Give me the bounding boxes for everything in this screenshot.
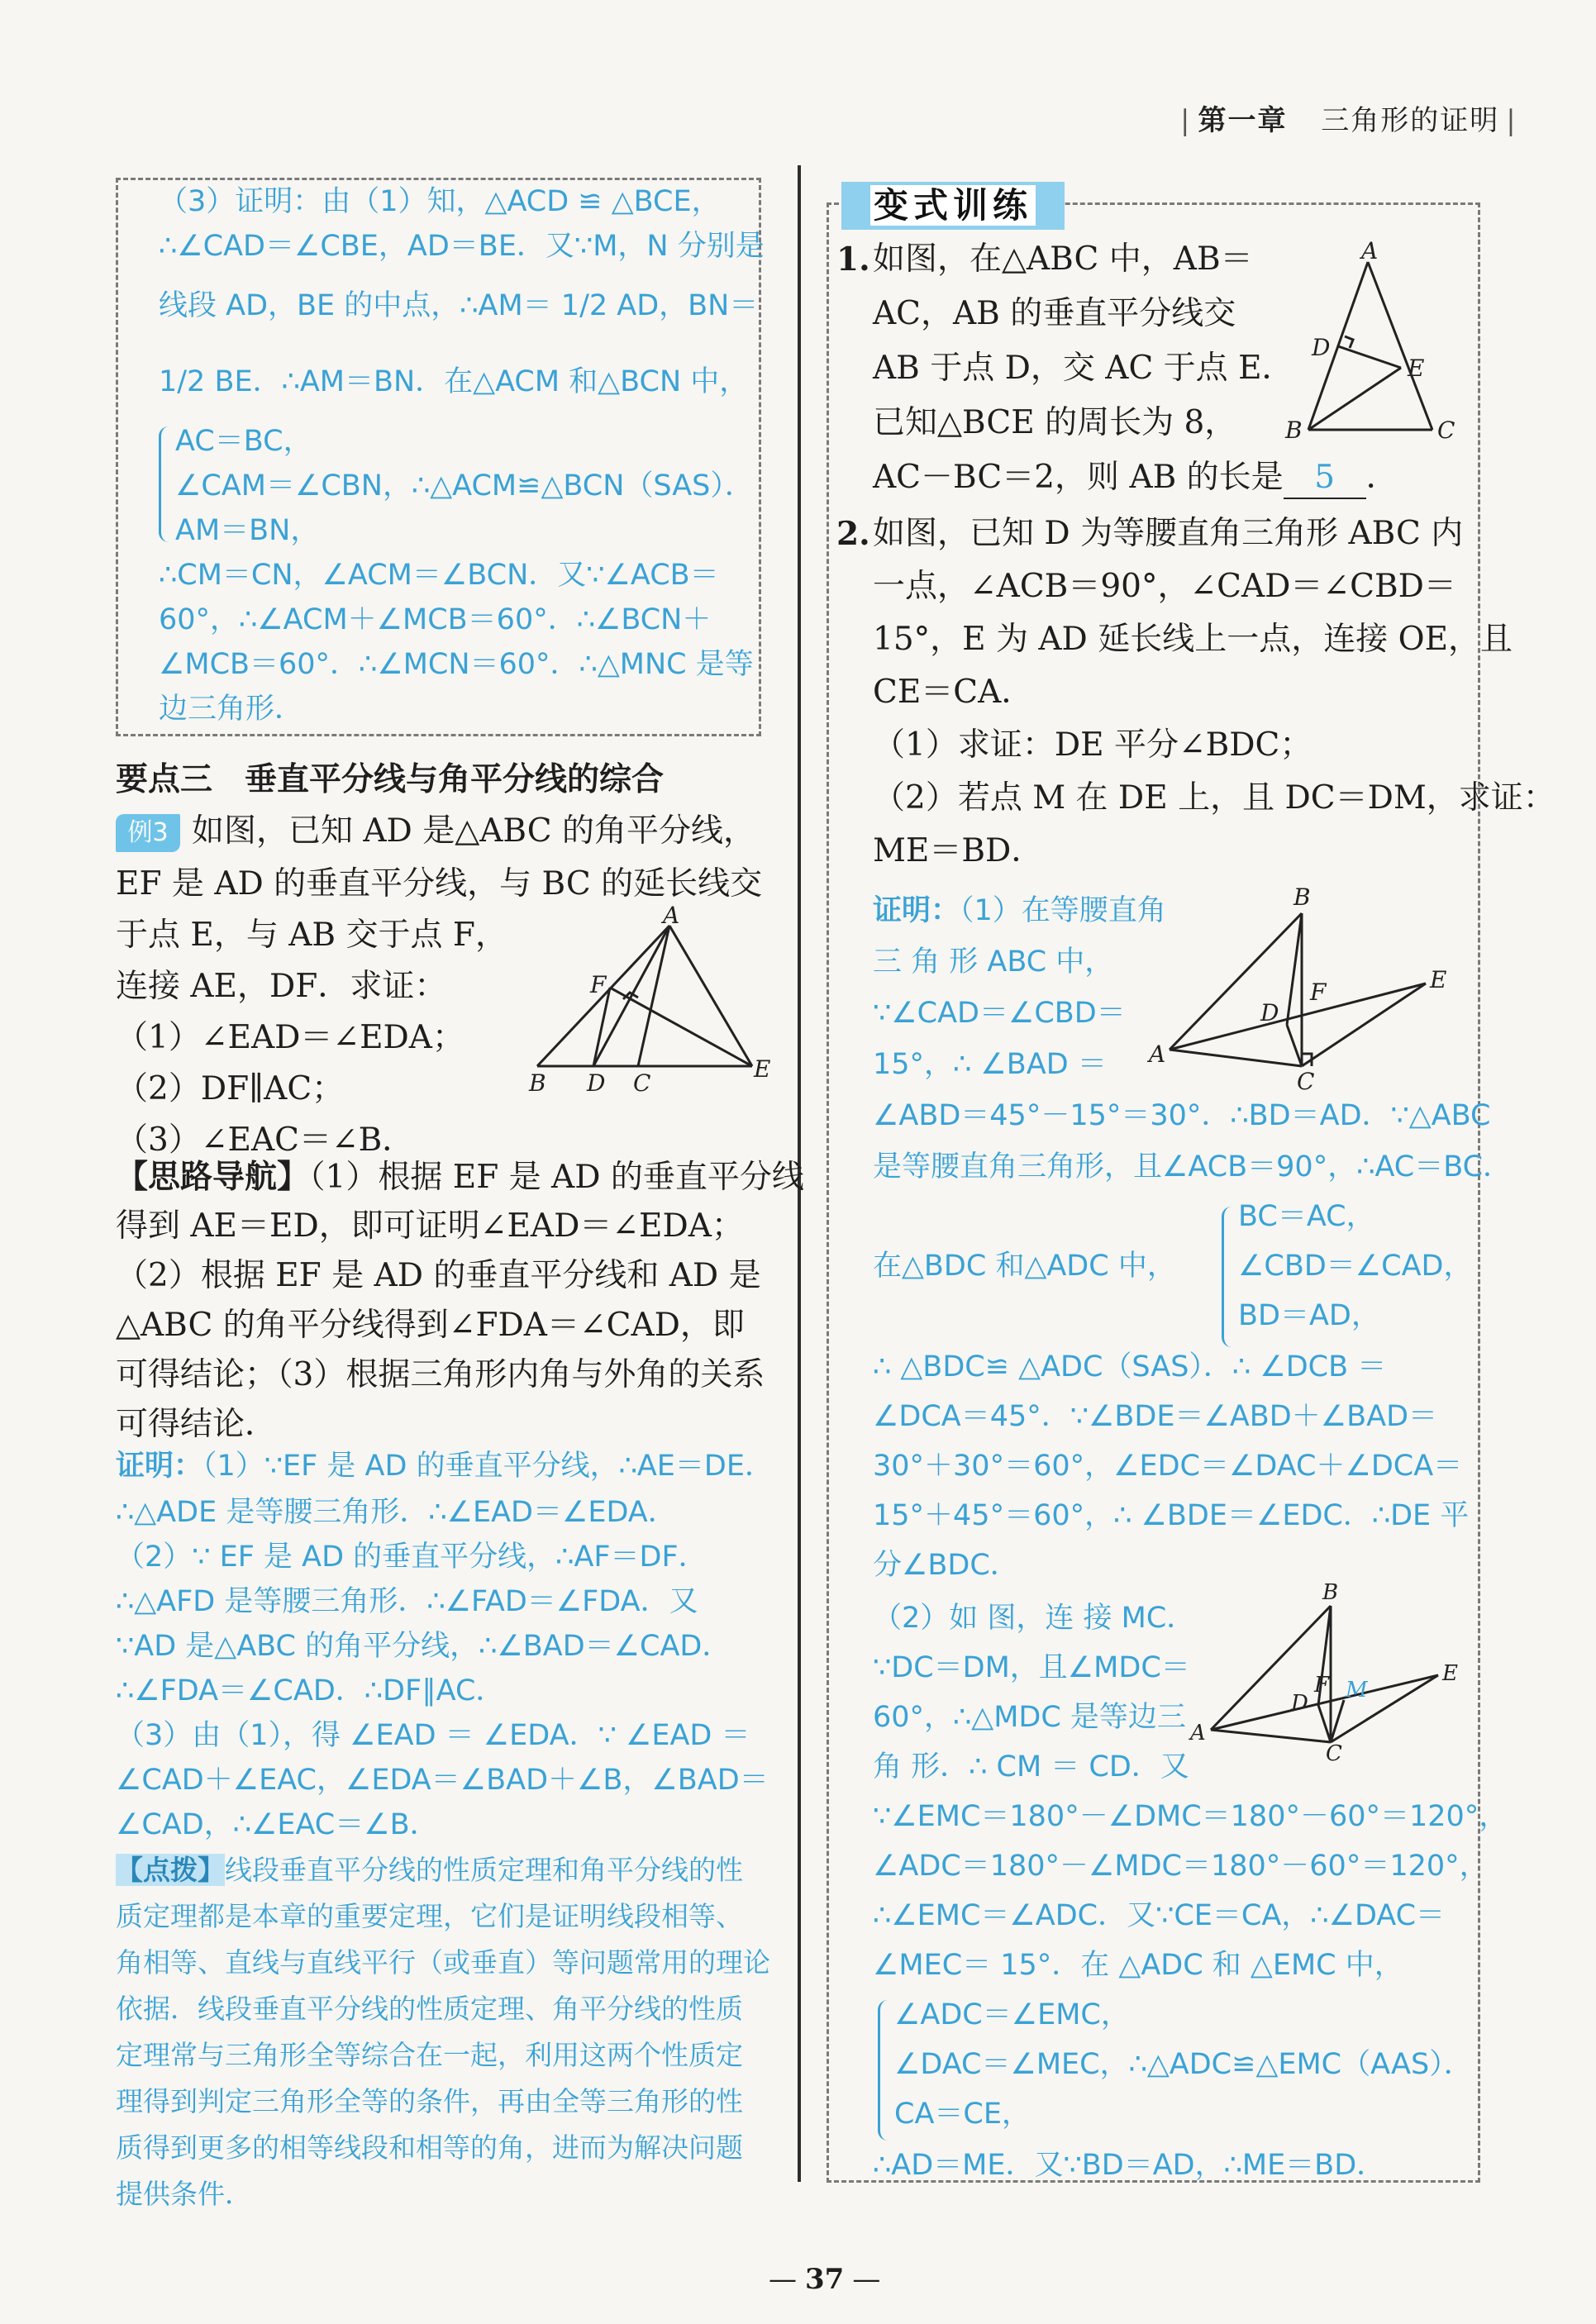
svg-text:F: F <box>1310 979 1327 1006</box>
question-line: 如图，已知 D 为等腰直角三角形 ABC 内 <box>873 515 1464 552</box>
tip-line: 角相等、直线与直线平行（或垂直）等问题常用的理论 <box>116 1946 770 1979</box>
tip-tag: 【点拨】 <box>116 1854 225 1886</box>
question-end: ． <box>1365 459 1398 496</box>
q1-figure <box>1285 237 1475 450</box>
proof-text: （1）∵EF 是 AD 的垂直平分线，∴AE＝DE． <box>202 1450 774 1483</box>
problem-line: （1）∠EAD＝∠EDA； <box>116 1019 465 1056</box>
proof-line: ∴ △BDC≌ △ADC（SAS）．∴ ∠DCB ＝ <box>873 1350 1387 1383</box>
svg-text:E: E <box>754 1055 771 1083</box>
equation-brace <box>1222 1207 1236 1347</box>
proof-line: ∵AD 是△ABC 的角平分线，∴∠BAD＝∠CAD． <box>116 1630 731 1663</box>
proof-line: ∵∠EMC＝180°－∠DMC＝180°－60°＝120°， <box>873 1800 1508 1833</box>
page-header: | 第一章 三角形的证明 | <box>1180 104 1517 137</box>
svg-text:A: A <box>1361 237 1379 264</box>
text-line: ∠CAM＝∠CBN，∴△ACM≌△BCN（SAS）． <box>175 469 754 502</box>
svg-text:D: D <box>1312 334 1331 361</box>
variant-title-text: 变式训练 <box>870 185 1036 226</box>
svg-text:B: B <box>1322 1580 1339 1605</box>
problem-line: （2）DF∥AC； <box>116 1070 345 1107</box>
tip-line: 质得到更多的相等线段和相等的角，进而为解决问题 <box>116 2131 743 2164</box>
system-line: ∠CBD＝∠CAD， <box>1238 1250 1473 1283</box>
system-line: BC＝AC， <box>1238 1200 1375 1233</box>
equation-brace <box>878 2000 892 2141</box>
proof-line: 30°＋30°＝60°，∠EDC＝∠DAC＋∠DCA＝ <box>873 1450 1463 1483</box>
hint-line: 可得结论． <box>116 1406 278 1443</box>
proof-line: ∴∠EMC＝∠ADC．又∵CE＝CA，∴∠DAC＝ <box>873 1899 1446 1932</box>
text-line: 1/2 BE．∴AM＝BN．在△ACM 和△BCN 中， <box>159 365 749 398</box>
proof-line: 三 角 形 ABC 中， <box>873 945 1114 979</box>
hint-line: 得到 AE＝ED，即可证明∠EAD＝∠EDA； <box>116 1207 744 1245</box>
text-line: ∠MCB＝60°．∴∠MCN＝60°．∴△MNC 是等 <box>159 648 754 681</box>
proof-tag: 证明： <box>873 894 960 927</box>
hint-line: △ABC 的角平分线得到∠FDA＝∠CAD，即 <box>116 1307 745 1344</box>
proof-text: （1）在等腰直角 <box>960 894 1166 927</box>
text-line: AM＝BN， <box>175 514 320 547</box>
question-line: （1）求证：DE 平分∠BDC； <box>873 726 1313 764</box>
question-number: 2. <box>836 515 870 553</box>
page-number-value: 37 <box>805 2263 845 2296</box>
hint-text: （1）根据 EF 是 AD 的垂直平分线 <box>309 1159 804 1196</box>
problem-line: 如图，已知 AD 是△ABC 的角平分线， <box>192 812 756 850</box>
question-line: 15°，E 为 AD 延长线上一点，连接 OE，且 <box>873 621 1513 658</box>
proof-line <box>873 893 1166 929</box>
text-line: 线段 AD，BE 的中点，∴AM＝ 1/2 AD，BN＝ <box>159 289 759 322</box>
system-line: ∠DAC＝∠MEC，∴△ADC≌△EMC（AAS）． <box>894 2048 1473 2081</box>
proof-line: ∴∠FDA＝∠CAD．∴DF∥AC． <box>116 1674 505 1707</box>
proof-line: ∴△AFD 是等腰三角形．∴∠FAD＝∠FDA．又 <box>116 1585 698 1618</box>
proof-line: 15°，∴ ∠BAD ＝ <box>873 1048 1107 1081</box>
proof-line: ∠ABD＝45°－15°＝30°．∴BD＝AD．∵△ABC <box>873 1099 1491 1132</box>
proof-line: ∠MEC＝ 15°．在 △ADC 和 △EMC 中， <box>873 1949 1403 1982</box>
proof-line: ∵DC＝DM，且∠MDC＝ <box>873 1651 1190 1684</box>
text-line: ∴CM＝CN，∠ACM＝∠BCN．又∵∠ACB＝ <box>159 559 719 592</box>
variant-title <box>841 182 1065 230</box>
hint-line <box>116 1157 804 1198</box>
svg-text:E: E <box>1430 966 1447 993</box>
hint-tag: 【思路导航】 <box>116 1158 310 1196</box>
chapter-label: 第一章 <box>1198 104 1288 137</box>
question-line <box>873 458 1398 499</box>
answer-blank: 5 <box>1284 458 1366 499</box>
svg-text:B: B <box>1285 417 1303 444</box>
proof-line: （2）如 图，连 接 MC． <box>873 1602 1196 1635</box>
question-line: 如图，在△ABC 中，AB＝ <box>873 240 1253 278</box>
system-line: CA＝CE， <box>894 2098 1031 2131</box>
svg-text:C: C <box>1437 417 1455 444</box>
tip-line: 定理常与三角形全等综合在一起，利用这两个性质定 <box>116 2039 743 2071</box>
proof-line <box>116 1448 774 1484</box>
svg-text:D: D <box>1291 1691 1308 1716</box>
problem-line: EF 是 AD 的垂直平分线，与 BC 的延长线交 <box>116 865 763 902</box>
proof-line: 是等腰直角三角形，且∠ACB＝90°，∴AC＝BC． <box>873 1150 1513 1183</box>
proof-line: ∴△ADE 是等腰三角形．∴∠EAD＝∠EDA． <box>116 1496 677 1529</box>
system-line: ∠ADC＝∠EMC， <box>894 1998 1130 2031</box>
text-line: 边三角形． <box>159 693 304 726</box>
question-line: 已知△BCE 的周长为 8， <box>873 404 1237 441</box>
proof-line: ∴AD＝ME．又∵BD＝AD，∴ME＝BD． <box>873 2149 1386 2182</box>
example3-figure <box>521 902 771 1097</box>
proof-line: ∠ADC＝180°－∠MDC＝180°－60°＝120°， <box>873 1850 1489 1883</box>
problem-line: （3）∠EAC＝∠B． <box>116 1122 415 1159</box>
svg-text:D: D <box>587 1069 606 1097</box>
question-line: 一点，∠ACB＝90°，∠CAD＝∠CBD＝ <box>873 568 1456 605</box>
chapter-title: 三角形的证明 <box>1321 104 1500 137</box>
question-line: （2）若点 M 在 DE 上，且 DC＝DM，求证： <box>873 779 1556 817</box>
proof-line: （2）∵ EF 是 AD 的垂直平分线，∴AF＝DF． <box>116 1541 707 1574</box>
svg-text:E: E <box>1408 355 1425 382</box>
proof-line: ∵∠CAD＝∠CBD＝ <box>873 997 1126 1030</box>
proof-line: （3）由（1），得 ∠EAD ＝ ∠EDA．∵ ∠EAD ＝ <box>116 1719 750 1752</box>
proof-line: ∠CAD，∴∠EAC＝∠B． <box>116 1808 439 1841</box>
svg-text:M: M <box>1346 1678 1368 1703</box>
question-line: ME＝BD． <box>873 832 1044 869</box>
text-line: 60°，∴∠ACM＋∠MCB＝60°．∴∠BCN＋ <box>159 603 712 636</box>
hint-line: 可得结论；（3）根据三角形内角与外角的关系 <box>116 1356 765 1393</box>
proof-line: 15°＋45°＝60°，∴ ∠BDE＝∠EDC．∴DE 平 <box>873 1499 1470 1532</box>
proof-line: 分∠BDC． <box>873 1549 1019 1582</box>
question-number: 1. <box>836 240 870 279</box>
svg-text:D: D <box>1260 999 1279 1026</box>
tip-line <box>116 1853 743 1888</box>
proof-tag: 证明： <box>116 1450 203 1483</box>
svg-text:A: A <box>1190 1721 1206 1745</box>
question-line: AB 于点 D，交 AC 于点 E． <box>873 350 1294 387</box>
hint-line: （2）根据 EF 是 AD 的垂直平分线和 AD 是 <box>116 1257 761 1294</box>
svg-text:E: E <box>1442 1661 1458 1686</box>
example-badge: 例3 <box>116 814 180 852</box>
problem-line: 连接 AE，DF．求证： <box>116 968 447 1005</box>
system-line: BD＝AD， <box>1238 1299 1380 1332</box>
tip-line: 质定理都是本章的重要定理，它们是证明线段相等、 <box>116 1900 743 1932</box>
svg-text:C: C <box>1297 1068 1315 1095</box>
svg-text:F: F <box>590 971 607 998</box>
question-text: AC－BC＝2，则 AB 的长是 <box>873 459 1284 496</box>
svg-text:A: A <box>663 902 680 929</box>
system-prefix: 在△BDC 和△ADC 中， <box>873 1250 1176 1283</box>
equation-brace <box>159 426 173 542</box>
page-number: — 37 — <box>769 2263 881 2296</box>
section-title: 要点三 垂直平分线与角平分线的综合 <box>116 761 665 798</box>
question-line: CE＝CA． <box>873 674 1034 711</box>
proof-line: 60°，∴△MDC 是等边三 <box>873 1701 1186 1734</box>
svg-text:F: F <box>1314 1673 1330 1698</box>
question-line: AC，AB 的垂直平分线交 <box>873 295 1236 332</box>
text-line: ∴∠CAD＝∠CBE，AD＝BE．又∵M，N 分别是 <box>159 230 765 263</box>
svg-text:B: B <box>1293 883 1311 911</box>
proof-line: 角 形．∴ CM ＝ CD．又 <box>873 1750 1189 1783</box>
svg-text:C: C <box>1326 1741 1342 1766</box>
proof-line: ∠DCA＝45°．∵∠BDE＝∠ABD＋∠BAD＝ <box>873 1400 1438 1433</box>
tip-line: 提供条件． <box>116 2178 252 2210</box>
q2-figure-2 <box>1190 1580 1463 1766</box>
problem-line: 于点 E，与 AB 交于点 F， <box>116 917 507 954</box>
svg-text:B: B <box>529 1069 546 1097</box>
svg-text:C: C <box>633 1069 651 1097</box>
text-line: （3）证明：由（1）知，△ACD ≌ △BCE， <box>159 185 721 218</box>
q2-figure-1 <box>1145 883 1459 1095</box>
tip-line: 依据．线段垂直平分线的性质定理、角平分线的性质 <box>116 1993 743 2025</box>
variant-box <box>827 202 1480 2183</box>
svg-text:A: A <box>1149 1041 1166 1068</box>
text-line: AC＝BC， <box>175 425 312 458</box>
tip-line: 理得到判定三角形全等的条件，再由全等三角形的性 <box>116 2085 743 2117</box>
proof-line: ∠CAD＋∠EAC，∠EDA＝∠BAD＋∠B，∠BAD＝ <box>116 1764 769 1797</box>
tip-text: 线段垂直平分线的性质定理和角平分线的性 <box>225 1854 743 1886</box>
